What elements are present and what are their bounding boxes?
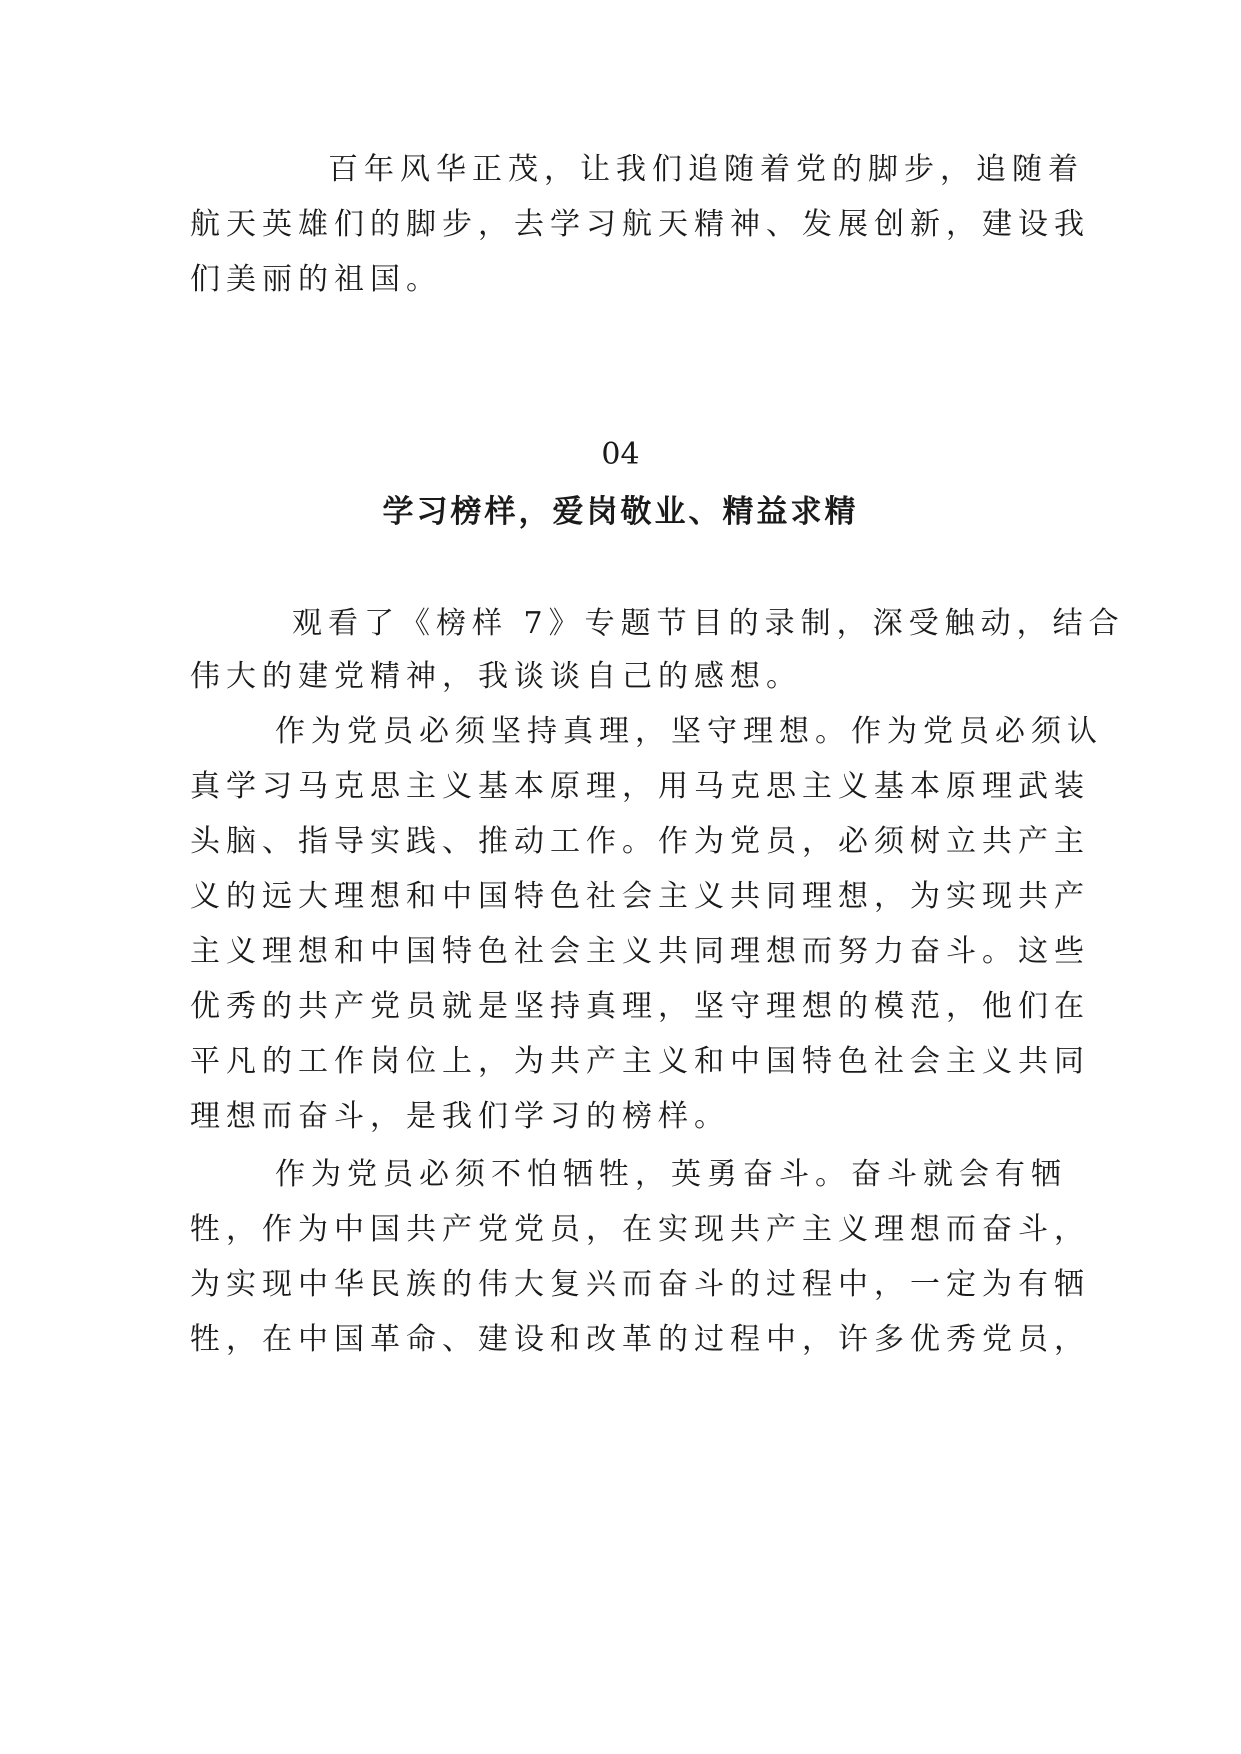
p2-line-7: 平凡的工作岗位上，为共产主义和中国特色社会主义共同 bbox=[190, 1044, 1090, 1079]
p2-line-3: 头脑、指导实践、推动工作。作为党员，必须树立共产主 bbox=[190, 824, 1090, 859]
p3-line-1: 作为党员必须不怕牺牲，英勇奋斗。奋斗就会有牺 bbox=[275, 1157, 1067, 1192]
intro-line-1: 百年风华正茂，让我们追随着党的脚步，追随着 bbox=[328, 152, 1084, 187]
intro-line-2: 航天英雄们的脚步，去学习航天精神、发展创新，建设我 bbox=[190, 207, 1090, 242]
p2-line-8: 理想而奋斗，是我们学习的榜样。 bbox=[190, 1099, 730, 1134]
p2-line-6: 优秀的共产党员就是坚持真理，坚守理想的模范，他们在 bbox=[190, 989, 1090, 1024]
p2-line-4: 义的远大理想和中国特色社会主义共同理想，为实现共产 bbox=[190, 879, 1090, 914]
p2-line-2: 真学习马克思主义基本原理，用马克思主义基本原理武装 bbox=[190, 769, 1090, 804]
p3-line-2: 牲，作为中国共产党党员，在实现共产主义理想而奋斗， bbox=[190, 1212, 1090, 1247]
p2-line-5: 主义理想和中国特色社会主义共同理想而努力奋斗。这些 bbox=[190, 934, 1090, 969]
intro-line-3: 们美丽的祖国。 bbox=[190, 262, 442, 297]
p1-line-2: 伟大的建党精神，我谈谈自己的感想。 bbox=[190, 659, 802, 694]
section-title: 学习榜样，爱岗敬业、精益求精 bbox=[382, 494, 859, 530]
p3-line-4: 牲，在中国革命、建设和改革的过程中，许多优秀党员， bbox=[190, 1322, 1090, 1357]
p3-line-3: 为实现中华民族的伟大复兴而奋斗的过程中，一定为有牺 bbox=[190, 1267, 1090, 1302]
p1-line-1: 观看了《榜样 7》专题节目的录制，深受触动，结合 bbox=[292, 606, 1125, 641]
p2-line-1: 作为党员必须坚持真理，坚守理想。作为党员必须认 bbox=[275, 714, 1103, 749]
section-number: 04 bbox=[601, 437, 640, 472]
